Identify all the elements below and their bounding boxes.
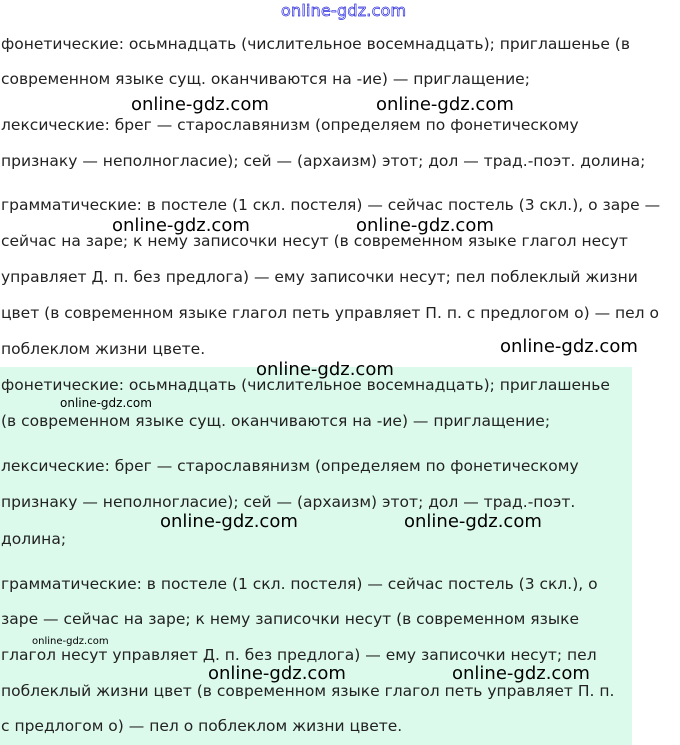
text-line: грамматические: в постеле (1 скл. постеля) — сейчас постель (3 скл.), о заре —: [1, 196, 661, 214]
watermark-small: online-gdz.com: [60, 396, 152, 410]
text-line: глагол несут управляет Д. п. без предлога) — ему записочки несут; пел: [1, 646, 597, 664]
text-line: поблеклый жизни цвет (в современном языке глагол петь управляет П. п.: [1, 682, 615, 700]
text-line: лексические: брег — старославянизм (определяем по фонетическому: [1, 457, 579, 475]
text-line: грамматические: в постеле (1 скл. постеля) — сейчас постель (3 скл.), о: [1, 575, 598, 593]
text-line: цвет (в современном языке глагол петь управляет П. п. с предлогом о) — пел о: [1, 304, 659, 322]
watermark: online-gdz.com: [208, 663, 346, 684]
watermark: online-gdz.com: [112, 215, 250, 236]
watermark: online-gdz.com: [404, 511, 542, 532]
watermark: online-gdz.com: [500, 336, 638, 357]
text-line: фонетические: осьмнадцать (числительное восемнадцать); приглашенье: [1, 376, 610, 394]
watermark-tiny: online-gdz.com: [32, 636, 109, 647]
watermark: online-gdz.com: [356, 215, 494, 236]
watermark: online-gdz.com: [452, 663, 590, 684]
text-line: сейчас на заре; к нему записочки несут (в современном языке глагол несут: [1, 232, 628, 250]
text-line: лексические: брег — старославянизм (определяем по фонетическому: [1, 116, 579, 134]
text-line: с предлогом о) — пел о поблеклом жизни цвете.: [1, 717, 403, 735]
text-line: современном языке сущ. оканчиваются на -ие) — приглащение;: [1, 70, 530, 88]
watermark: online-gdz.com: [376, 94, 514, 115]
text-line: поблеклом жизни цвете.: [1, 340, 206, 358]
text-line: фонетические: осьмнадцать (числительное восемнадцать); приглашенье (в: [1, 35, 630, 53]
text-line: управляет Д. п. без предлога) — ему записочки несут; пел поблеклый жизни: [1, 268, 638, 286]
text-line: признаку — неполногласие); сей — (архаизм) этот; дол — трад.-поэт. долина;: [1, 152, 646, 170]
watermark: online-gdz.com: [160, 511, 298, 532]
watermark: online-gdz.com: [256, 359, 394, 380]
text-line: (в современном языке сущ. оканчиваются на -ие) — приглащение;: [1, 412, 551, 430]
header-watermark: online-gdz.com: [281, 1, 407, 20]
text-line: долина;: [1, 530, 67, 548]
text-line: признаку — неполногласие); сей — (архаизм) этот; дол — трад.-поэт.: [1, 493, 576, 511]
text-line: заре — сейчас на заре; к нему записочки несут (в современном языке: [1, 610, 580, 628]
watermark: online-gdz.com: [131, 94, 269, 115]
